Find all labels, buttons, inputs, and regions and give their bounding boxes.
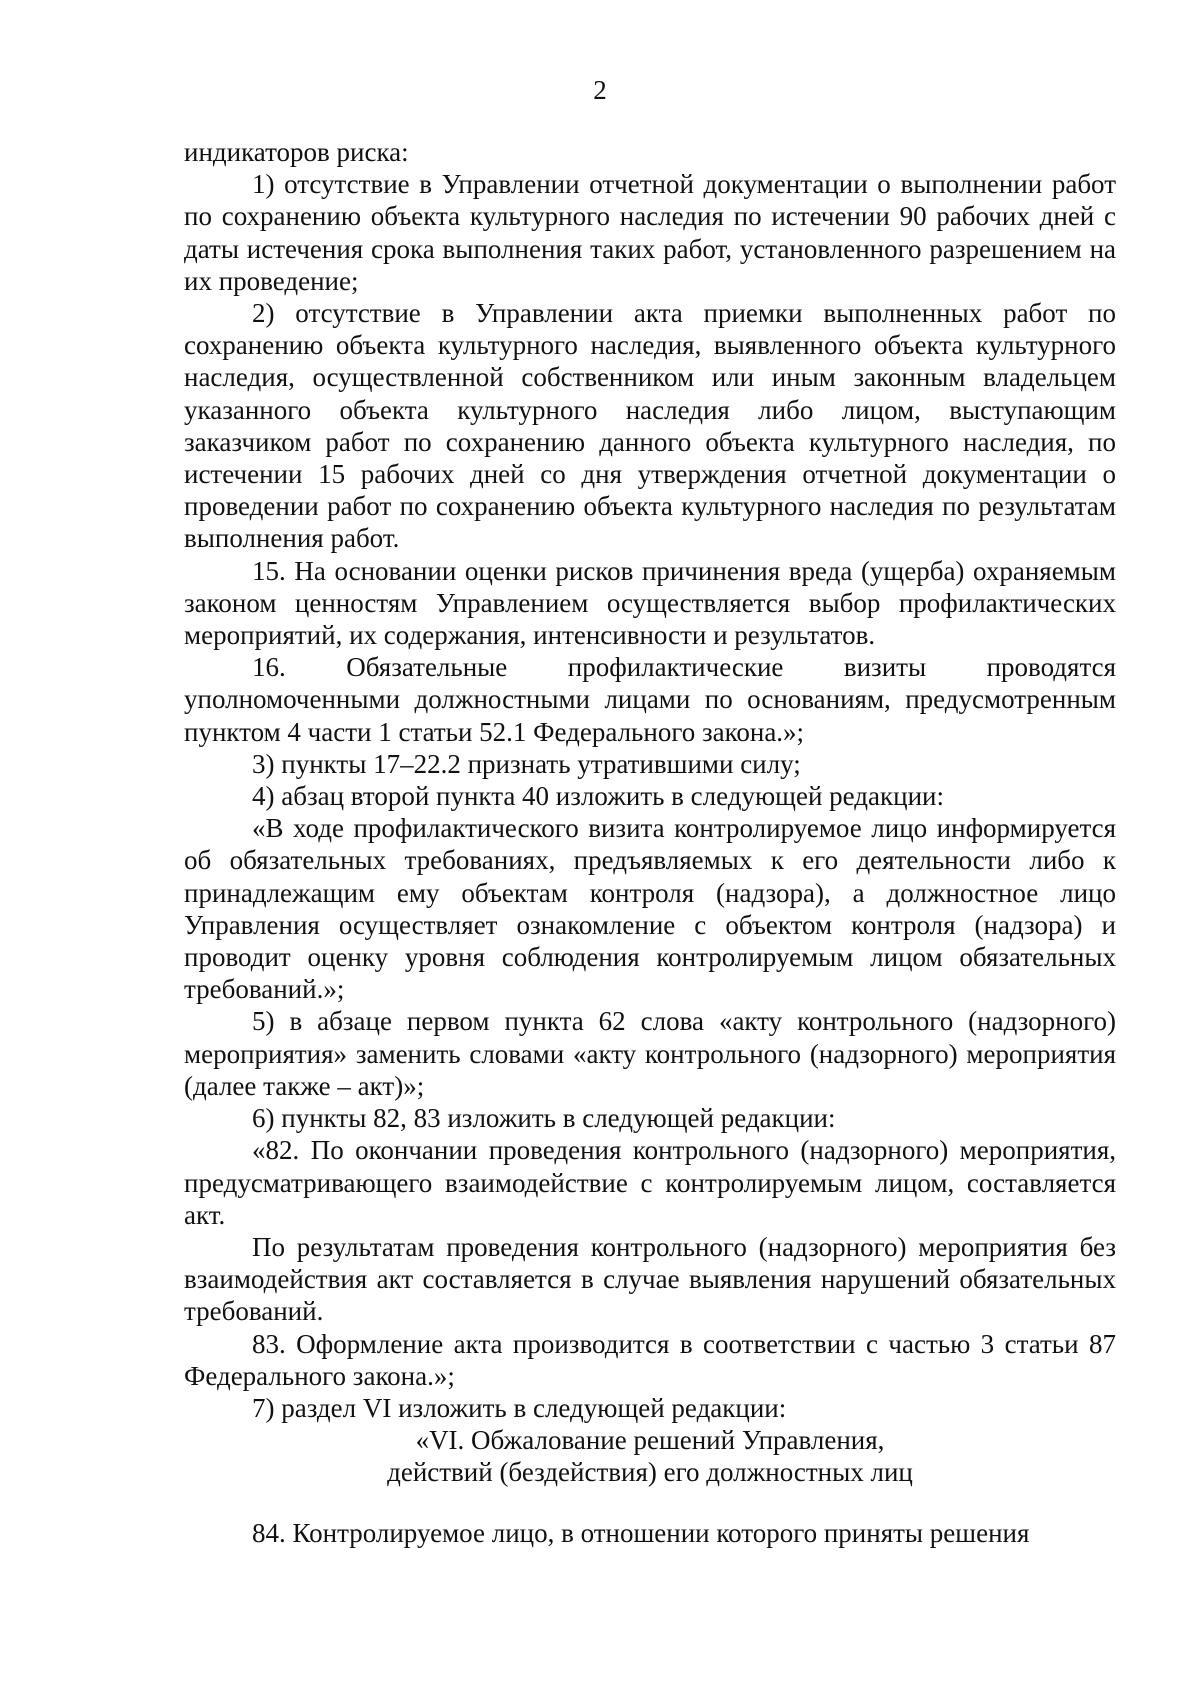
paragraph-amendment-3: 3) пункты 17–22.2 признать утратившими силу; [252,748,801,779]
paragraph-quoted-visit: «В ходе профилактического визита контролируемое лицо информируется об обязательных требованиях, предъявляемых к его деятельности либо к принадлежащим ему объектам контроля (надзора), а должностное лицо Управления осуществляет ознакомление с объектом контроля (надзора) и проводит оценку уровня соблюдения контролируемым лицом обязательных требований.»; [184,813,1116,1005]
paragraph-amendment-4: 4) абзац второй пункта 40 изложить в следующей редакции: [252,781,944,812]
paragraph-item-82-second: По результатам проведения контрольного (надзорного) мероприятия без взаимодействия акт составляется в случае выявления нарушений обязательных требований. [184,1231,1116,1327]
paragraph-item-83: 83. Оформление акта производится в соответствии с частью 3 статьи 87 Федерального закона.»; [184,1328,1116,1391]
paragraph-item-82: «82. По окончании проведения контрольного (надзорного) мероприятия, предусматривающего взаимодействие с контролируемым лицом, составляется акт. [184,1135,1116,1230]
section-heading-line-1: «VI. Обжалование решений Управления, [415,1425,885,1456]
paragraph-risk-indicator-2: 2) отсутствие в Управлении акта приемки выполненных работ по сохранению объекта культурного наследия, выявленного объекта культурного наследия, осуществленной собственником или иным законным владельцем указанного объекта культурного наследия либо лицом, выступающим заказчиком работ по сохранению данного объекта культурного наследия, по истечении 15 рабочих дней со дня утверждения отчетной документации о проведении работ по сохранению объекта культурного наследия по результатам выполнения работ. [184,298,1116,554]
paragraph-item-16: 16. Обязательные профилактические визиты проводятся уполномоченными должностными лицами по основаниям, предусмотренным пунктом 4 части 1 статьи 52.1 Федерального закона.»; [184,652,1116,747]
paragraph-item-15: 15. На основании оценки рисков причинения вреда (ущерба) охраняемым законом ценностям Управлением осуществляется выбор профилактических мероприятий, их содержания, интенсивности и результатов. [184,555,1116,651]
paragraph-continuation: индикаторов риска: [184,137,409,167]
document-body [184,136,1116,1549]
paragraph-risk-indicator-1: 1) отсутствие в Управлении отчетной документации о выполнении работ по сохранению объекта культурного наследия по истечении 90 рабочих дней с даты истечения срока выполнения таких работ, установленного разрешением на их проведение; [184,169,1116,296]
paragraph-item-84: 84. Контролируемое лицо, в отношении которого приняты решения [252,1517,1030,1548]
page-number: 2 [593,75,607,105]
section-heading-line-2: действий (бездействия) его должностных лиц [387,1457,913,1488]
paragraph-amendment-7: 7) раздел VI изложить в следующей редакции: [252,1392,787,1423]
paragraph-amendment-5: 5) в абзаце первом пункта 62 слова «акту контрольного (надзорного) мероприятия» заменить словами «акту контрольного (надзорного) мероприятия (далее также – акт)»; [184,1006,1116,1101]
paragraph-amendment-6: 6) пункты 82, 83 изложить в следующей редакции: [252,1103,836,1134]
